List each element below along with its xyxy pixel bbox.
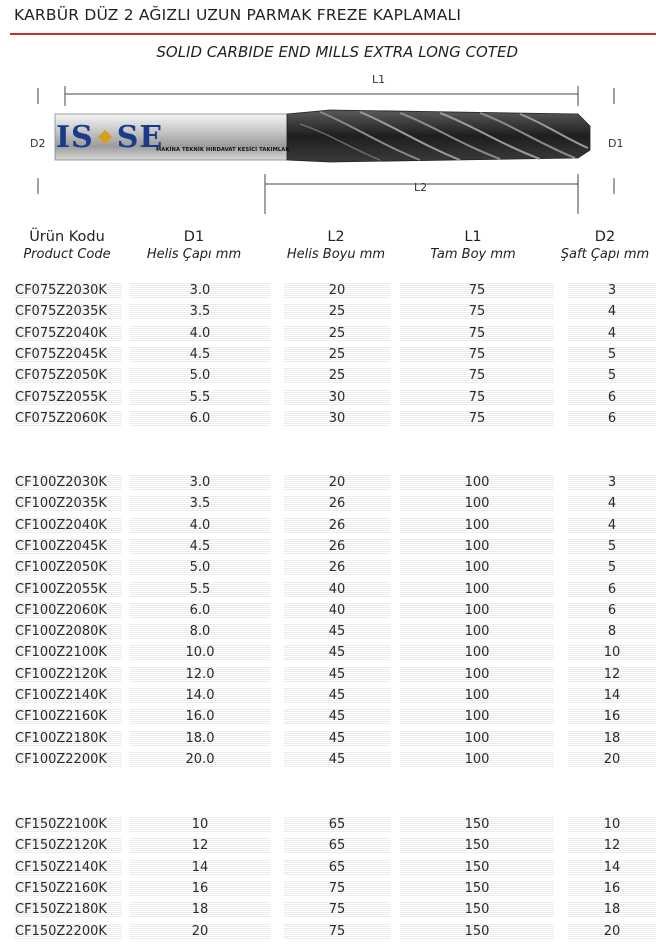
table-row	[0, 601, 656, 621]
d2-cell: 16	[568, 881, 656, 897]
d1-cell: 4.5	[130, 347, 270, 363]
d1-cell: 4.0	[130, 518, 270, 534]
table-row	[0, 388, 656, 408]
d1-cell: 5.0	[130, 560, 270, 576]
table-row	[0, 707, 656, 727]
l1-cell: 100	[400, 645, 554, 661]
product-code-cell: CF150Z2100K	[15, 817, 107, 832]
table-row	[0, 537, 656, 557]
d2-cell: 5	[568, 539, 656, 555]
l2-cell: 25	[284, 326, 390, 342]
col-header-code-title: Ürün Kodu	[29, 229, 105, 245]
l1-cell: 75	[400, 411, 554, 427]
l2-cell: 45	[284, 731, 390, 747]
l1-label: L1	[372, 73, 386, 86]
d1-cell: 12	[130, 838, 270, 854]
table-row	[0, 580, 656, 600]
product-code-cell: CF150Z2200K	[15, 923, 107, 939]
product-code-cell: CF100Z2035K	[15, 496, 107, 512]
l1-cell: 75	[400, 283, 554, 299]
table-row	[0, 922, 656, 942]
table-row	[0, 302, 656, 322]
product-code-cell: CF150Z2120K	[15, 838, 107, 854]
logo-diamond-icon	[98, 130, 112, 144]
col-header-l2-title: L2	[327, 229, 345, 245]
title-divider	[10, 33, 656, 35]
logo-subtitle: MAKİNA TEKNİK HIRDAVAT KESİCİ TAKIMLAR	[156, 147, 290, 153]
table-row	[0, 858, 656, 878]
d1-cell: 3.5	[130, 304, 270, 320]
l1-cell: 150	[400, 817, 554, 833]
d2-cell: 5	[568, 347, 656, 363]
l1-cell: 100	[400, 667, 554, 683]
table-row	[0, 729, 656, 749]
product-code-cell: CF100Z2180K	[15, 730, 107, 746]
table-row	[0, 366, 656, 386]
l2-cell: 45	[284, 752, 390, 768]
d2-cell: 3	[568, 283, 656, 299]
col-header-d2	[556, 228, 654, 263]
product-code-cell: CF075Z2030K	[15, 283, 107, 298]
table-row	[0, 836, 656, 856]
l1-cell: 75	[400, 326, 554, 342]
l2-cell: 26	[284, 496, 390, 512]
d2-cell: 5	[568, 368, 656, 384]
col-header-d1-title: D1	[183, 229, 205, 245]
product-code-cell: CF075Z2035K	[15, 304, 107, 320]
page-subtitle: SOLID CARBIDE END MILLS EXTRA LONG COTED	[156, 43, 518, 61]
product-code-cell: CF100Z2030K	[15, 475, 107, 490]
d1-cell: 6.0	[130, 603, 270, 619]
d2-cell: 4	[568, 518, 656, 534]
table-row	[0, 622, 656, 642]
product-code-cell: CF100Z2060K	[15, 602, 107, 618]
product-code-cell: CF150Z2160K	[15, 880, 107, 896]
product-code-cell: CF100Z2080K	[15, 624, 107, 640]
product-code-cell: CF075Z2045K	[15, 346, 107, 362]
l2-cell: 45	[284, 624, 390, 640]
l1-cell: 150	[400, 860, 554, 876]
d2-cell: 18	[568, 731, 656, 747]
d2-cell: 12	[568, 667, 656, 683]
table-row	[0, 281, 656, 301]
d1-cell: 14.0	[130, 688, 270, 704]
d1-cell: 16	[130, 881, 270, 897]
table-row	[0, 516, 656, 536]
table-row	[0, 686, 656, 706]
l2-cell: 45	[284, 667, 390, 683]
d1-cell: 18.0	[130, 731, 270, 747]
l1-cell: 150	[400, 924, 554, 940]
logo-text-right: SE	[116, 120, 164, 155]
d1-cell: 8.0	[130, 624, 270, 640]
l1-cell: 100	[400, 518, 554, 534]
d2-cell: 20	[568, 752, 656, 768]
l1-cell: 100	[400, 560, 554, 576]
l1-cell: 100	[400, 752, 554, 768]
l2-cell: 65	[284, 817, 390, 833]
l2-cell: 45	[284, 688, 390, 704]
d2-cell: 14	[568, 860, 656, 876]
d1-cell: 6.0	[130, 411, 270, 427]
d1-cell: 3.0	[130, 283, 270, 299]
d1-cell: 10.0	[130, 645, 270, 661]
product-code-cell: CF100Z2120K	[15, 666, 107, 682]
d2-cell: 4	[568, 496, 656, 512]
l2-cell: 65	[284, 838, 390, 854]
l2-cell: 45	[284, 645, 390, 661]
l1-cell: 75	[400, 390, 554, 406]
col-header-d2-title: D2	[594, 229, 616, 245]
d2-cell: 6	[568, 411, 656, 427]
d2-cell: 10	[568, 817, 656, 833]
product-code-cell: CF075Z2050K	[15, 368, 107, 384]
product-code-cell: CF100Z2140K	[15, 688, 107, 703]
table-row	[0, 345, 656, 365]
l1-cell: 100	[400, 603, 554, 619]
product-code-cell: CF075Z2055K	[15, 389, 107, 405]
col-header-l1	[414, 228, 532, 263]
col-header-l2-subtitle: Helis Boyu mm	[286, 247, 386, 262]
col-header-l1-subtitle: Tam Boy mm	[430, 247, 516, 262]
d2-cell: 6	[568, 603, 656, 619]
l2-cell: 25	[284, 304, 390, 320]
product-code-cell: CF075Z2060K	[15, 410, 107, 426]
l1-cell: 100	[400, 731, 554, 747]
l2-cell: 26	[284, 560, 390, 576]
l2-cell: 75	[284, 902, 390, 918]
col-header-d1	[136, 228, 252, 263]
l1-cell: 150	[400, 838, 554, 854]
d2-cell: 16	[568, 709, 656, 725]
product-code-cell: CF100Z2200K	[15, 751, 107, 767]
l2-cell: 20	[284, 475, 390, 491]
d2-label: D2	[30, 137, 46, 150]
l1-cell: 150	[400, 881, 554, 897]
d1-cell: 12.0	[130, 667, 270, 683]
d2-cell: 6	[568, 390, 656, 406]
d1-cell: 14	[130, 860, 270, 876]
product-code-cell: CF100Z2055K	[15, 581, 107, 597]
l1-cell: 75	[400, 368, 554, 384]
table-row	[0, 879, 656, 899]
table-row	[0, 324, 656, 344]
product-code-cell: CF100Z2050K	[15, 560, 107, 576]
l2-cell: 40	[284, 582, 390, 598]
l1-cell: 150	[400, 902, 554, 918]
d1-cell: 18	[130, 902, 270, 918]
d2-cell: 10	[568, 645, 656, 661]
product-code-cell: CF100Z2160K	[15, 709, 107, 725]
d1-cell: 3.0	[130, 475, 270, 491]
d2-cell: 18	[568, 902, 656, 918]
d1-cell: 4.5	[130, 539, 270, 555]
d1-cell: 3.5	[130, 496, 270, 512]
table-row	[0, 473, 656, 493]
logo-text-left: IS	[56, 120, 94, 155]
l1-cell: 100	[400, 496, 554, 512]
l1-cell: 100	[400, 688, 554, 704]
d2-cell: 6	[568, 582, 656, 598]
col-header-d2-subtitle: Şaft Çapı mm	[560, 247, 650, 262]
d1-cell: 5.0	[130, 368, 270, 384]
table-row	[0, 665, 656, 685]
table-row	[0, 900, 656, 920]
d1-cell: 5.5	[130, 390, 270, 406]
col-header-d1-subtitle: Helis Çapı mm	[146, 247, 242, 262]
l2-cell: 30	[284, 390, 390, 406]
d1-cell: 4.0	[130, 326, 270, 342]
table-row	[0, 815, 656, 835]
col-header-code	[14, 228, 120, 263]
l2-cell: 25	[284, 368, 390, 384]
l1-cell: 100	[400, 624, 554, 640]
col-header-code-subtitle: Product Code	[23, 247, 111, 262]
table-row	[0, 494, 656, 514]
l2-cell: 26	[284, 518, 390, 534]
l2-cell: 40	[284, 603, 390, 619]
l1-cell: 75	[400, 347, 554, 363]
d2-cell: 5	[568, 560, 656, 576]
product-code-cell: CF100Z2045K	[15, 538, 107, 554]
table-row	[0, 409, 656, 429]
d2-cell: 3	[568, 475, 656, 491]
product-code-cell: CF075Z2040K	[15, 325, 107, 341]
product-code-cell: CF150Z2140K	[15, 859, 107, 875]
l2-cell: 20	[284, 283, 390, 299]
product-code-cell: CF150Z2180K	[15, 902, 107, 918]
d2-cell: 4	[568, 326, 656, 342]
d1-cell: 16.0	[130, 709, 270, 725]
d1-cell: 20.0	[130, 752, 270, 768]
d2-cell: 20	[568, 924, 656, 940]
brand-logo	[56, 120, 163, 155]
l1-cell: 75	[400, 304, 554, 320]
l2-cell: 26	[284, 539, 390, 555]
l1-cell: 100	[400, 539, 554, 555]
page-title: KARBÜR DÜZ 2 AĞIZLI UZUN PARMAK FREZE KAPLAMALI	[14, 6, 462, 24]
l2-cell: 25	[284, 347, 390, 363]
d2-cell: 12	[568, 838, 656, 854]
d2-cell: 4	[568, 304, 656, 320]
l1-cell: 100	[400, 475, 554, 491]
d2-cell: 14	[568, 688, 656, 704]
table-row	[0, 643, 656, 663]
product-code-cell: CF100Z2040K	[15, 517, 107, 533]
l2-cell: 75	[284, 924, 390, 940]
col-header-l2	[280, 228, 392, 263]
l2-cell: 65	[284, 860, 390, 876]
l2-cell: 45	[284, 709, 390, 725]
l2-cell: 75	[284, 881, 390, 897]
table-row	[0, 558, 656, 578]
d1-cell: 20	[130, 924, 270, 940]
table-row	[0, 750, 656, 770]
l2-cell: 30	[284, 411, 390, 427]
l1-cell: 100	[400, 709, 554, 725]
d1-label: D1	[608, 137, 624, 150]
product-code-cell: CF100Z2100K	[15, 645, 107, 661]
d1-cell: 5.5	[130, 582, 270, 598]
d1-cell: 10	[130, 817, 270, 833]
l2-label: L2	[414, 181, 428, 194]
col-header-l1-title: L1	[464, 229, 482, 245]
d2-cell: 8	[568, 624, 656, 640]
l1-cell: 100	[400, 582, 554, 598]
